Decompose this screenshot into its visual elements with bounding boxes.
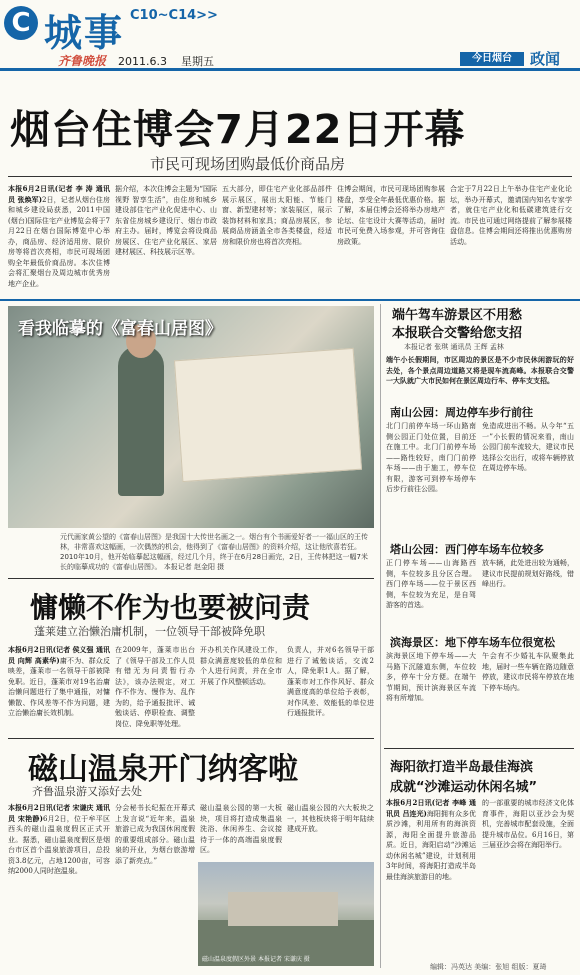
- lead-rule: [8, 176, 572, 177]
- lead-col-5: 合定于7月22日上午举办住宅产业化论坛，举办开幕式，邀请国内知名专家学者，就住宅产业化和低碳建筑进行交流。市民也可通过网络提前了解参展楼盘信息。住博会期间还将推出优惠购房活动。: [450, 185, 572, 246]
- header-rule: [0, 68, 580, 71]
- right1-s1-col1: 北门门前停车场一环山路南侧公园正门处位置，目前还在施工中。北门门前停车场——路性较好，南门门前停车场——由于施工，停车位有限，游客可到停车场停车后步行前往公园。: [386, 422, 476, 493]
- right2-col-1: 本报6月2日讯(记者 李峰 通讯员 吕连光)海阳拥有众多优质沙滩，利用所有的海滨资源，海阳全面提升旅游品质。近日，海阳启动“沙滩运动休闲名城”建设，计划利用3年时间，将海阳打造成半岛最佳海滨旅游目的地。: [386, 798, 476, 881]
- article2-col-1: 本报6月2日讯(记者 侯义强 通讯员 向辉 高素华)庸不为、群众反映差，蓬莱市一名领导干部被降免职。近日，蓬莱市对19名治庸治懒问题进行了集中通报，对慵懒散、作风差等不作为问题，建立治懒治庸长效机制。: [8, 645, 110, 717]
- category-label: 政闻: [530, 50, 561, 68]
- right1-s2-col1: 正门停车场——山海路西侧，车位较多且分区合理。西门停车场——位于景区西侧，车位较为充足，是自驾游客的首选。: [386, 559, 476, 609]
- article2-col-4: 负责人，并对6名领导干部进行了诫勉谈话，交流2人，降免职1人。据了解，蓬莱市对工作作风好、群众满意度高的单位给予表彰，对作风差、效能低的单位进行通报批评。: [287, 646, 374, 717]
- issue-date: 2011.6.3 星期五: [118, 55, 214, 68]
- right1-intro: 端午小长假期间，市区周边的景区是不少市民休闲游玩的好去处，各个景点周边道路又将是现车流高峰。本报联合交警一大队就广大市民如何在景区周边行车、停车支支招。: [386, 355, 574, 385]
- right2-col-2: 的一部重要的城市经济文化体育事件，海阳以亚沙会为契机，完善城市配套设施，全面提升城市品位。6月16日，第三届亚沙会将在海阳举行。: [482, 799, 574, 849]
- article2-rule: [8, 738, 374, 739]
- masthead: 齐鲁晚报: [58, 54, 107, 68]
- today-yantai-tag: 今日烟台: [460, 52, 524, 66]
- article2-col-3: 开办机关作风建设工作，群众满意度较低的单位和个人进行问责，并在全市开展了作风整顿活动。: [200, 646, 282, 686]
- article3-col-1: 本报6月2日讯(记者 宋谦庆 通讯员 宋艳静)6月2日，位于牟平区西头的磁山温泉度假区正式开业。据悉，磁山温泉度假区是烟台市区首个温泉旅游项目，总投资3.8亿元，占地1200亩，可容纳2000人同时泡温泉。: [8, 803, 110, 875]
- hot-spring-photo: [198, 862, 374, 966]
- section-title: 城事: [44, 11, 125, 55]
- page-range: C10~C14>>: [130, 8, 218, 23]
- right2-headline-1: 海阳欲打造半岛最佳海滨: [390, 760, 534, 775]
- person-figure: [118, 346, 164, 496]
- right-rule: [384, 748, 574, 749]
- lead-headline: 烟台住博会7月22日开幕: [10, 107, 466, 153]
- photo2-caption: 磁山温泉度假区外景 本报记者 宋谦庆 摄: [202, 956, 310, 963]
- lead-bottom-rule: [0, 299, 580, 301]
- painting-scroll: [174, 348, 362, 482]
- article3-col-2: 分会秘书长纪振在开幕式上发言说“近年来，温泉旅游已成为我国休闲度假的重要组成部分。磁山温泉的开业，为烟台旅游增添了新亮点。”: [115, 804, 195, 865]
- photo-overlay-title: 看我临摹的《富春山居图》: [18, 319, 222, 339]
- right1-s3-title: 滨海景区：地下停车场车位很宽松: [390, 636, 555, 649]
- article3-subhead: 齐鲁温泉游又添好去处: [32, 785, 142, 798]
- article2-subhead: 蓬莱建立治懒治庸机制，一位领导干部被降免职: [34, 625, 265, 638]
- article3-col-3: 磁山温泉公园的第一大板块，项目将打造成集温泉洗浴、休闲养生、会议接待于一体的高端温泉度假区。: [200, 804, 282, 854]
- photo-building: [228, 892, 338, 926]
- article2-col-2: 在2009年，蓬莱市出台了《领导干部及工作人员有错无为问责暂行办法》，该办法规定，对工作不作为、慢作为、乱作为的，给予通报批评、诫勉谈话、停职检查、调整岗位、降免职等处理。: [115, 646, 195, 728]
- right1-s1-col2: 免造成进出不畅。从今年“五一”小长假的情况来看，南山公园门前车流较大，建议市民选择公交出行，或将车辆停放在周边停车场。: [482, 422, 574, 472]
- lead-subhead: 市民可现场团购最低价商品房: [150, 155, 346, 173]
- section-logo-icon: C: [4, 6, 38, 40]
- right1-s1-title: 南山公园：周边停车步行前往: [390, 406, 533, 419]
- article2-headline: 慵懒不作为也要被问责: [30, 591, 311, 624]
- lead-col-3: 五大部分，即住宅产业化部品部件展示展区，展出太阳能、节能门窗、新型建材等；家装展区，展示装饰材料和家具；商品房展区，参展商品房涵盖全市各类楼盘，经适房和限价房也将首次亮相。: [222, 185, 332, 246]
- right1-headline-2: 本报联合交警给您支招: [392, 326, 523, 341]
- right1-byline: 本报记者 张琪 通讯员 王辉 孟林: [404, 343, 504, 351]
- article3-headline: 磁山温泉开门纳客啦: [28, 752, 298, 787]
- right1-s2-col2: 放车辆，此处进出较为通畅，建议市民提前规划好路线，错峰出行。: [482, 559, 574, 588]
- right1-s3-col2: 午会有不少婚礼车队聚集此地，届时一些车辆在路边随意停放，建议市民将车停放在地下停车场内。: [482, 652, 574, 692]
- column-separator: [380, 304, 381, 968]
- photo-rule: [8, 578, 374, 579]
- photo-caption: 元代画家黄公望的《富春山居图》是我国十大传世名画之一。烟台有个书画爱好者一一福山区的王传林，非常喜欢这幅画，一次偶然的机会，他得到了《富春山居图》的资料介绍，这让他欣喜若狂。2010年10月，他开始临摹起这幅画，经过几个月，终于在6月28日画完，2日，王传林把这一幅7米长的临摹成功的《富春山居图》。 本报记者 赵金阳 摄: [60, 533, 368, 571]
- painting-photo: [8, 306, 374, 528]
- article3-col-4: 磁山温泉公园的六大板块之一，其他板块将于明年陆续建成开放。: [287, 804, 374, 833]
- right1-s2-title: 塔山公园：西门停车场车位较多: [390, 543, 544, 556]
- lead-col-4: 住博会期间，市民可现场团购参展楼盘，享受全年最低优惠价格。据了解，本届住博会还将举办房地产论坛、住宅设计大赛等活动，届时市民可免费入场参观，并可咨询住房政策。: [337, 185, 445, 246]
- lead-col-1: 本报6月2日讯(记者 李 涛 通讯员 张焕军)2日，记者从烟台住房和城乡建设局获悉，2011中国(烟台)国际住宅产业博览会将于7月22日在烟台国际博览中心举办，商品房、经济适用房、限价房等将首次亮相，市民可现场团购全年最低价商品房。本次住博会将汇聚烟台及周边城市优秀房地产企业。: [8, 184, 110, 288]
- right2-headline-2: 成就“沙滩运动休闲名城”: [390, 780, 538, 795]
- lead-col-2: 据介绍，本次住博会主题为“国际视野 智享生活”，由住房和城乡建设部住宅产业化促进中心、山东省住房城乡建设厅、烟台市政府主办。届时，博览会将设商品房展区、住宅产业化展区、家居建材展区、科技展示区等。: [115, 185, 217, 256]
- right1-s3-col1: 滨海景区地下停车场——大马路下沉隧道东侧，车位较多，停车十分方便。在端午节期间，预计滨海景区车流将有所增加。: [386, 652, 476, 702]
- right1-headline-1: 端午驾车游景区不用愁: [392, 308, 523, 323]
- editor-credit: 编辑：冯英达 美编：张旭 组版：夏琦: [430, 963, 547, 971]
